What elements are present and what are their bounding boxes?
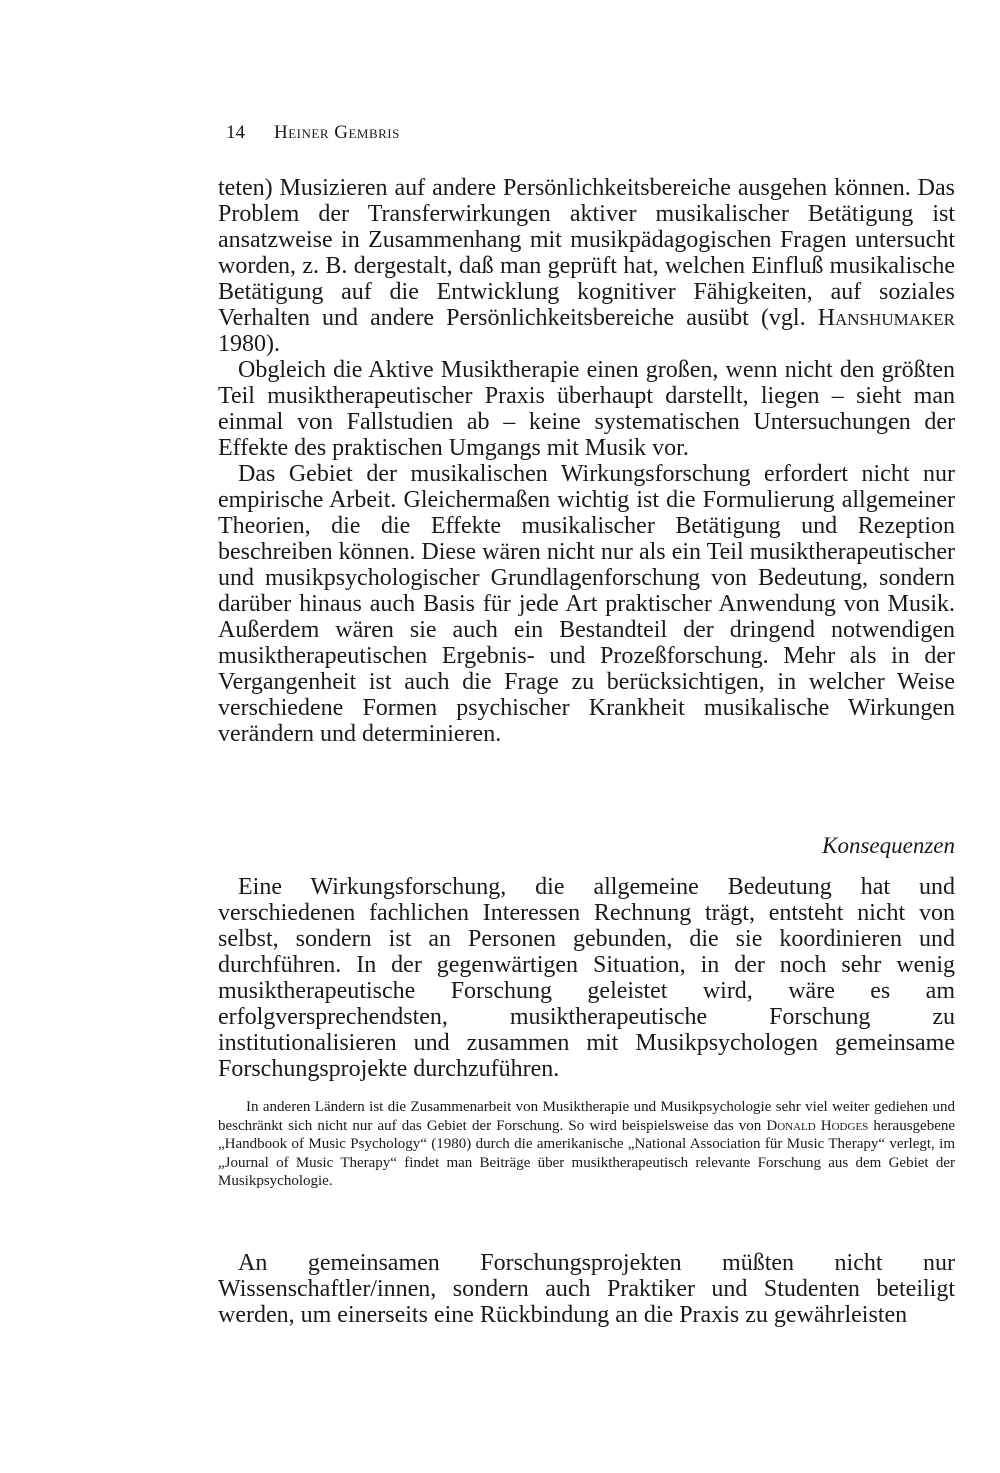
page-number: 14 (226, 122, 245, 143)
paragraph: Das Gebiet der musikalischen Wirkungsforschung erfordert nicht nur empirische Arbeit. Gleichermaßen wichtig ist die Formulierung allgemeiner Theorien, die die Effekte musikalischer Betätigung und Rezeption beschreiben können. Diese wären nicht nur als ein Teil musiktherapeutischer und musikpsychologischer Grundlagenforschung von Bedeutung, sondern darüber hinaus auch Basis für jede Art praktischer Anwendung von Musik. Außerdem wären sie auch ein Bestandteil der dringend notwendigen musiktherapeutischen Ergebnis- und Prozeßforschung. Mehr als in der Vergangenheit ist auch die Frage zu berücksichtigen, in welcher Weise verschiedene Formen psychischer Krankheit musikalische Wirkungen verändern und determinieren. (218, 461, 955, 747)
paragraph-continuation (218, 175, 955, 357)
page-header (226, 121, 400, 145)
author-citation: Donald Hodges (766, 1117, 869, 1134)
main-text-section-2 (218, 874, 955, 1082)
paragraph-text: teten) Musizieren auf andere Persönlichkeitsbereiche ausgehen können. Das Problem der Transferwirkungen aktiver musikalischer Betätigung ist ansatzweise in Zusammenhang mit musikpädagogischen Fragen untersucht worden, z. B. dergestalt, daß man geprüft hat, welchen Einfluß musikalische Betätigung auf die Entwicklung kognitiver Fähigkeiten, auf soziales Verhalten und andere Persönlichkeitsbereiche ausübt (vgl. (218, 175, 955, 331)
footnote-text-part: In anderen Ländern ist die Zusammenarbeit von Musiktherapie und Musikpsychologie sehr viel weiter gediehen und beschränkt sich nicht nur auf das Gebiet der Forschung. So wird beispielsweise das von (218, 1099, 955, 1134)
paragraph: Eine Wirkungsforschung, die allgemeine Bedeutung hat und verschiedenen fachlichen Interessen Rechnung trägt, entsteht nicht von selbst, sondern ist an Personen gebunden, die sie koordinieren und durchführen. In der gegenwärtigen Situation, in der noch sehr wenig musiktherapeutische Forschung geleistet wird, wäre es am erfolgversprechendsten, musiktherapeutische Forschung zu institutionalisieren und zusammen mit Musikpsychologen gemeinsame Forschungsprojekte durchzuführen. (218, 874, 955, 1082)
paragraph: An gemeinsamen Forschungsprojekten müßten nicht nur Wissenschaftler/innen, sondern auch Praktiker und Studenten beteiligt werden, um einerseits eine Rückbindung an die Praxis zu gewährleisten (218, 1250, 955, 1328)
paragraph-text: 1980). (218, 331, 280, 357)
main-text-section-3 (218, 1250, 955, 1328)
section-heading: Konsequenzen (822, 833, 955, 858)
main-text-section-1 (218, 175, 955, 747)
paragraph: Obgleich die Aktive Musiktherapie einen großen, wenn nicht den größten Teil musiktherapeutischer Praxis überhaupt darstellt, liegen – sieht man einmal von Fallstudien ab – keine systematischen Untersuchungen der Effekte des praktischen Umgangs mit Musik vor. (218, 357, 955, 461)
footnote-text-part: herausgebene „Handbook of Music Psychology“ (1980) durch die amerikanische „National Association für Music Therapy“ verlegt, im „Journal of Music Therapy“ findet man Beiträge über musiktherapeutisch relevante Forschung aus dem Gebiet der Musikpsychologie. (218, 1117, 956, 1190)
footnote-text (218, 1098, 955, 1191)
footnote (218, 1098, 955, 1191)
running-head: Heiner Gembris (274, 122, 400, 143)
author-citation: Hanshumaker (817, 305, 955, 331)
